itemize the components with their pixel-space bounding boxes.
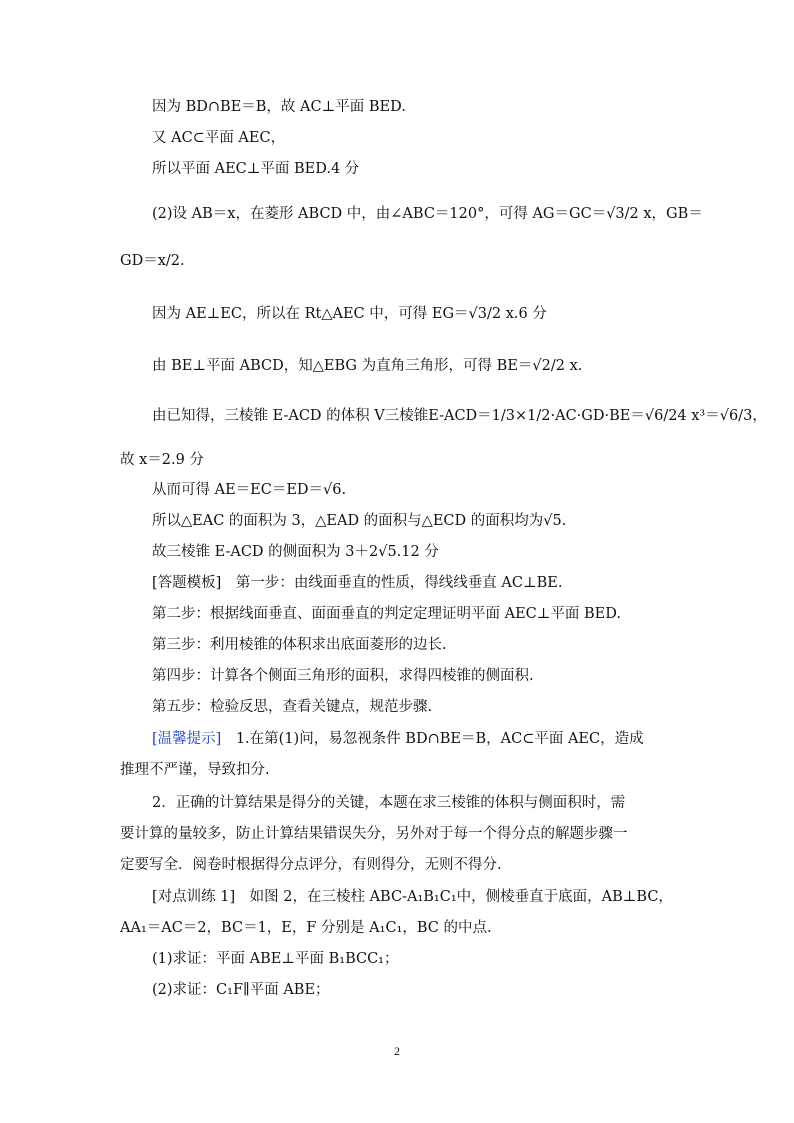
text-line: 定要写全．阅卷时根据得分点评分，有则得分，无则不得分. [120, 857, 502, 873]
text-line: (2)求证：C₁F∥平面 ABE； [152, 982, 330, 998]
tip-text: 1.在第(1)问，易忽视条件 BD∩BE＝B，AC⊂平面 AEC，造成 [221, 731, 644, 747]
text-line: 推理不严谨，导致扣分. [120, 762, 270, 778]
tip-label: [温馨提示] [152, 731, 222, 747]
text-line: 2．正确的计算结果是得分的关键，本题在求三棱锥的体积与侧面积时，需 [152, 795, 626, 811]
text-line: 第二步：根据线面垂直、面面垂直的判定定理证明平面 AEC⊥平面 BED. [152, 606, 621, 622]
text-line: 所以△EAC 的面积为 3，△EAD 的面积与△ECD 的面积均为√5. [152, 513, 567, 529]
tip-line [152, 728, 644, 750]
text-line: 故三棱锥 E-ACD 的侧面积为 3＋2√5.12 分 [152, 544, 439, 560]
text-line: 第五步：检验反思，查看关键点，规范步骤. [152, 699, 433, 715]
text-line: 又 AC⊂平面 AEC， [152, 130, 286, 146]
text-line: 因为 AE⊥EC，所以在 Rt△AEC 中，可得 EG＝√3/2 x.6 分 [152, 306, 547, 322]
text-line: AA₁＝AC＝2，BC＝1，E，F 分别是 A₁C₁，BC 的中点. [120, 920, 492, 936]
text-line: (1)求证：平面 ABE⊥平面 B₁BCC₁； [152, 951, 399, 967]
text-line: 故 x＝2.9 分 [120, 452, 204, 468]
text-line: 由 BE⊥平面 ABCD，知△EBG 为直角三角形，可得 BE＝√2/2 x. [152, 358, 583, 374]
text-line: (2)设 AB＝x，在菱形 ABCD 中，由∠ABC＝120°，可得 AG＝GC＝√3/2 x，GB＝ [152, 206, 703, 222]
text-line: 从而可得 AE＝EC＝ED＝√6. [152, 482, 347, 498]
text-line: 由已知得，三棱锥 E-ACD 的体积 V三棱锥E-ACD＝1/3×1/2·AC·GD·BE＝√6/24 x³＝√6/3， [152, 408, 767, 424]
text-line: 第四步：计算各个侧面三角形的面积，求得四棱锥的侧面积. [152, 668, 534, 684]
text-line: [答题模板] 第一步：由线面垂直的性质，得线线垂直 AC⊥BE. [152, 575, 563, 591]
text-line: 要计算的量较多，防止计算结果错误失分，另外对于每一个得分点的解题步骤一 [120, 826, 628, 842]
text-line: 所以平面 AEC⊥平面 BED.4 分 [152, 161, 360, 177]
text-line: 第三步：利用棱锥的体积求出底面菱形的边长. [152, 637, 447, 653]
page-number: 2 [394, 1044, 400, 1058]
text-line: 因为 BD∩BE＝B，故 AC⊥平面 BED. [152, 99, 406, 115]
text-line: [对点训练 1] 如图 2，在三棱柱 ABC-A₁B₁C₁中，侧棱垂直于底面，AB⊥BC， [152, 889, 673, 905]
text-line: GD＝x/2. [120, 253, 185, 269]
